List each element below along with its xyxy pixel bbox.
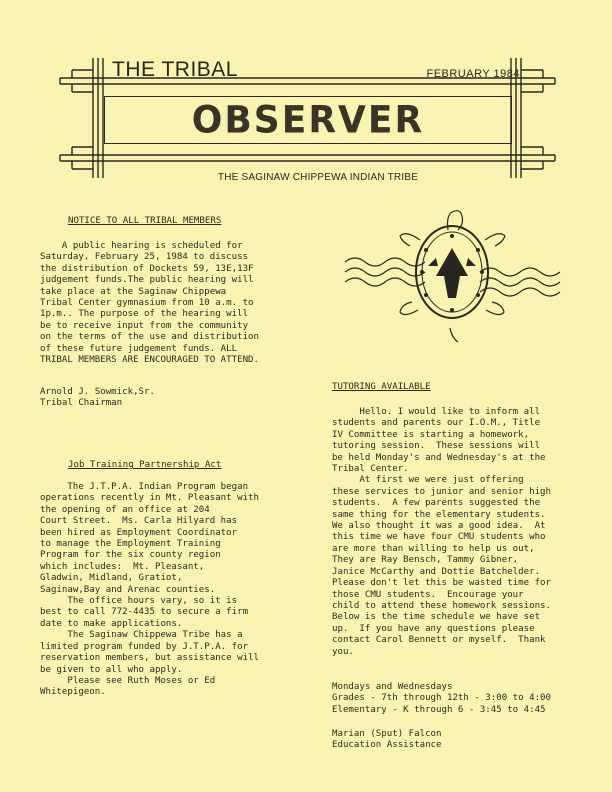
newsletter-title: OBSERVER: [191, 98, 425, 142]
title-box: [104, 96, 512, 144]
jtpa-heading: Job Training Partnership Act: [68, 460, 222, 470]
issue-date: FEBRUARY 1984: [426, 68, 520, 80]
tutoring-signature: Marian (Sput) Falcon Education Assistance: [332, 729, 442, 751]
jtpa-body: The J.T.P.A. Indian Program began operations recently in Mt. Pleasant with the opening of an office at 204 Court Street. Ms. Carla Hilyard has been hired as Employment Coordinator to manage the Employment Training Program for the six county region which includes: Mt. Pleasant, Gladwin, Midland, Gratiot, Saginaw,Bay and Arenac counties. The office hours vary, so it is best to call 772-4435 to secure a firm date to make applications. The Saginaw Chippewa Tribe has a limited program funded by J.T.P.A. for reservation members, but assistance will be given to all who apply. Please see Ruth Moses or Ed Whitepigeon.: [40, 482, 259, 698]
masthead-top: [112, 58, 520, 84]
tribe-subtitle-text: THE SAGINAW CHIPPEWA INDIAN TRIBE: [217, 172, 419, 183]
tutoring-heading: TUTORING AVAILABLE: [332, 382, 431, 392]
tribe-subtitle: [0, 172, 612, 183]
turtle-thunderbird-icon: [340, 200, 580, 350]
tutoring-body: Hello. I would like to inform all students and parents our I.O.M., Title IV Committee is starting a homework, tutoring session. These sessions will be held Monday's and Wednesday's at the Tribal Center. At first we were just offering these services to junior and senior high students. A few parents suggested the same thing for the elementary students. We also thought it was a good idea. At this time we have four CMU students who are more than willing to help us out, They are Ray Bensch, Tammy Gibner, Janice McCarthy and Dottie Batchelder. Please don't let this be wasted time for those CMU students. Encourage your child to attend these homework sessions. Below is the time schedule we have set up. If you have any questions please contact Carol Bennett or myself. Thank you.: [332, 407, 551, 657]
paper-name: THE TRIBAL: [112, 58, 238, 81]
notice-signature: Arnold J. Sowmick,Sr. Tribal Chairman: [40, 387, 155, 409]
tutoring-schedule: Mondays and Wednesdays Grades - 7th through 12th - 3:00 to 4:00 Elementary - K through 6 - 3:45 to 4:45: [332, 682, 551, 715]
notice-heading: NOTICE TO ALL TRIBAL MEMBERS: [68, 216, 222, 226]
notice-body: A public hearing is scheduled for Saturday, February 25, 1984 to discuss the distribution of Dockets 59, 13E,13F judgement funds.The public hearing will take place at the Saginaw Chippewa Tribal Center gymnasium from 10 a.m. to 1p.m.. The purpose of the hearing will be to receive input from the community on the terms of the use and distribution of these future judgement funds. ALL TRIBAL MEMBERS ARE ENCOURAGED TO ATTEND.: [40, 241, 259, 366]
